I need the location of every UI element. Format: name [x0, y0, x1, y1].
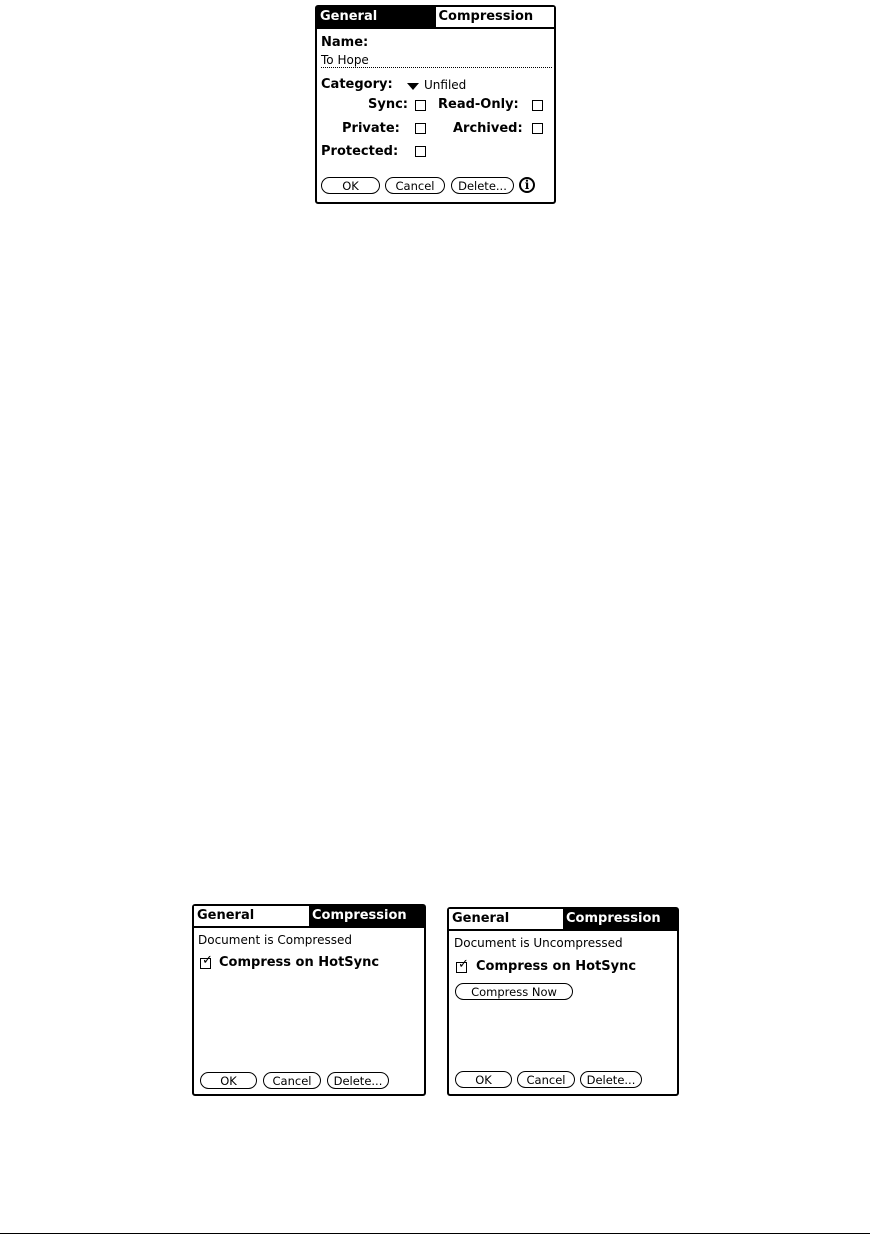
- checkmark-icon: ✓: [458, 957, 469, 972]
- delete-button[interactable]: Delete...: [451, 177, 514, 194]
- archived-checkbox[interactable]: [532, 123, 543, 134]
- ok-button[interactable]: OK: [200, 1072, 257, 1089]
- name-label: Name:: [321, 35, 369, 50]
- tab-general[interactable]: General: [317, 7, 436, 27]
- tab-compression[interactable]: Compression: [309, 906, 424, 926]
- tab-compression[interactable]: Compression: [563, 909, 677, 929]
- category-selector[interactable]: Unfiled: [424, 78, 467, 92]
- details-dialog-compressed: [192, 904, 426, 1096]
- cancel-button[interactable]: Cancel: [385, 177, 445, 194]
- category-dropdown-arrow-icon[interactable]: [407, 83, 419, 90]
- compress-on-hotsync-label: Compress on HotSync: [476, 959, 637, 974]
- compress-on-hotsync-label: Compress on HotSync: [219, 955, 380, 970]
- tab-general[interactable]: General: [449, 909, 563, 929]
- protected-checkbox[interactable]: [415, 146, 426, 157]
- tab-general[interactable]: General: [194, 906, 309, 926]
- archived-label: Archived:: [453, 121, 523, 136]
- compression-status: Document is Uncompressed: [454, 936, 623, 950]
- cancel-button[interactable]: Cancel: [263, 1072, 321, 1089]
- compression-status: Document is Compressed: [198, 933, 352, 947]
- tab-bar: [317, 7, 554, 29]
- delete-button[interactable]: Delete...: [580, 1071, 642, 1088]
- tab-compression[interactable]: Compression: [436, 7, 555, 27]
- page-footer-rule: [0, 1233, 870, 1234]
- name-field[interactable]: To Hope: [321, 53, 369, 67]
- ok-button[interactable]: OK: [321, 177, 380, 194]
- name-field-underline: [321, 67, 552, 68]
- category-label: Category:: [321, 77, 393, 92]
- private-label: Private:: [342, 121, 400, 136]
- details-dialog-general: [315, 5, 556, 204]
- cancel-button[interactable]: Cancel: [517, 1071, 575, 1088]
- tab-bar: [194, 906, 424, 928]
- read-only-checkbox[interactable]: [532, 100, 543, 111]
- info-icon[interactable]: i: [519, 177, 535, 193]
- details-dialog-uncompressed: [447, 907, 679, 1096]
- delete-button[interactable]: Delete...: [327, 1072, 389, 1089]
- read-only-label: Read-Only:: [438, 97, 519, 112]
- sync-checkbox[interactable]: [415, 100, 426, 111]
- sync-label: Sync:: [368, 97, 408, 112]
- ok-button[interactable]: OK: [455, 1071, 512, 1088]
- tab-bar: [449, 909, 677, 931]
- private-checkbox[interactable]: [415, 123, 426, 134]
- compress-now-button[interactable]: Compress Now: [455, 983, 573, 1000]
- protected-label: Protected:: [321, 144, 399, 159]
- checkmark-icon: ✓: [202, 953, 213, 968]
